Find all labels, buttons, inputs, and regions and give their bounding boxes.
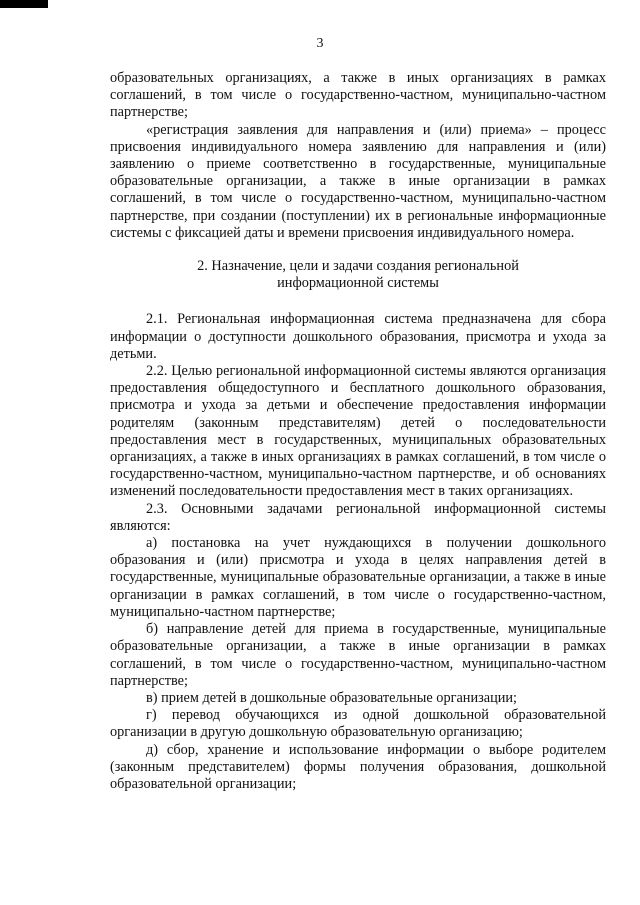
paragraph: 2.1. Региональная информационная система предназначена для сбора информации о доступности дошкольного образования, присмотра и ухода за детьми. — [110, 311, 606, 362]
paragraph: образовательных организациях, а также в иных организациях в рамках соглашений, в том числе о государственно-частном, муниципально-частном партнерстве; — [110, 70, 606, 121]
list-item: д) сбор, хранение и использование информации о выборе родителем (законным представителем) формы получения образования, дошкольной образовательной организации; — [110, 741, 606, 792]
paragraph: 2.2. Целью региональной информационной системы являются организация предоставления общедоступного и бесплатного дошкольного образования, присмотра и ухода за детьми и обеспечение предоставления информации родителям (законным представителям) детей о последовательности предоставления мест в государственных, муниципальных образовательных организациях, а также в иных организациях в рамках соглашений, в том числе о государственно-частном, муниципально-частном партнерстве, и об основаниях изменений последовательности предоставления мест в таких организациях. — [110, 363, 606, 500]
scan-edge-mark — [0, 0, 48, 8]
paragraph: 2.3. Основными задачами региональной информационной системы являются: — [110, 500, 606, 534]
document-body — [110, 70, 606, 793]
section-heading — [110, 258, 606, 292]
paragraph: «регистрация заявления для направления и (или) приема» – процесс присвоения индивидуального номера заявлению для направления и (или) заявлению о приеме соответственно в государственные, муниципальные образовательные организации, а также в иные организации в рамках соглашений, в том числе о государственно-частном, муниципально-частном партнерстве, при создании (поступлении) их в региональные информационные системы с фиксацией даты и времени присвоения индивидуального номера. — [110, 121, 606, 241]
page-number: 3 — [316, 36, 324, 51]
list-item: б) направление детей для приема в государственные, муниципальные образовательные организации, а также в иные организации в рамках соглашений, в том числе о государственно-частном, муниципально-частном партнерстве; — [110, 621, 606, 689]
list-item: а) постановка на учет нуждающихся в получении дошкольного образования и (или) присмотра и ухода в целях направления детей в государственные, муниципальные образовательные организации, а также в иные организации в рамках соглашений, в том числе о государственно-частном, муниципально-частном партнерстве; — [110, 535, 606, 620]
section-heading-line: 2. Назначение, цели и задачи создания региональной — [197, 258, 519, 275]
list-item: г) перевод обучающихся из одной дошкольной образовательной организации в другую дошкольную образовательную организацию; — [110, 707, 606, 741]
section-heading-line: информационной системы — [277, 275, 439, 292]
list-item: в) прием детей в дошкольные образовательные организации; — [146, 689, 518, 706]
